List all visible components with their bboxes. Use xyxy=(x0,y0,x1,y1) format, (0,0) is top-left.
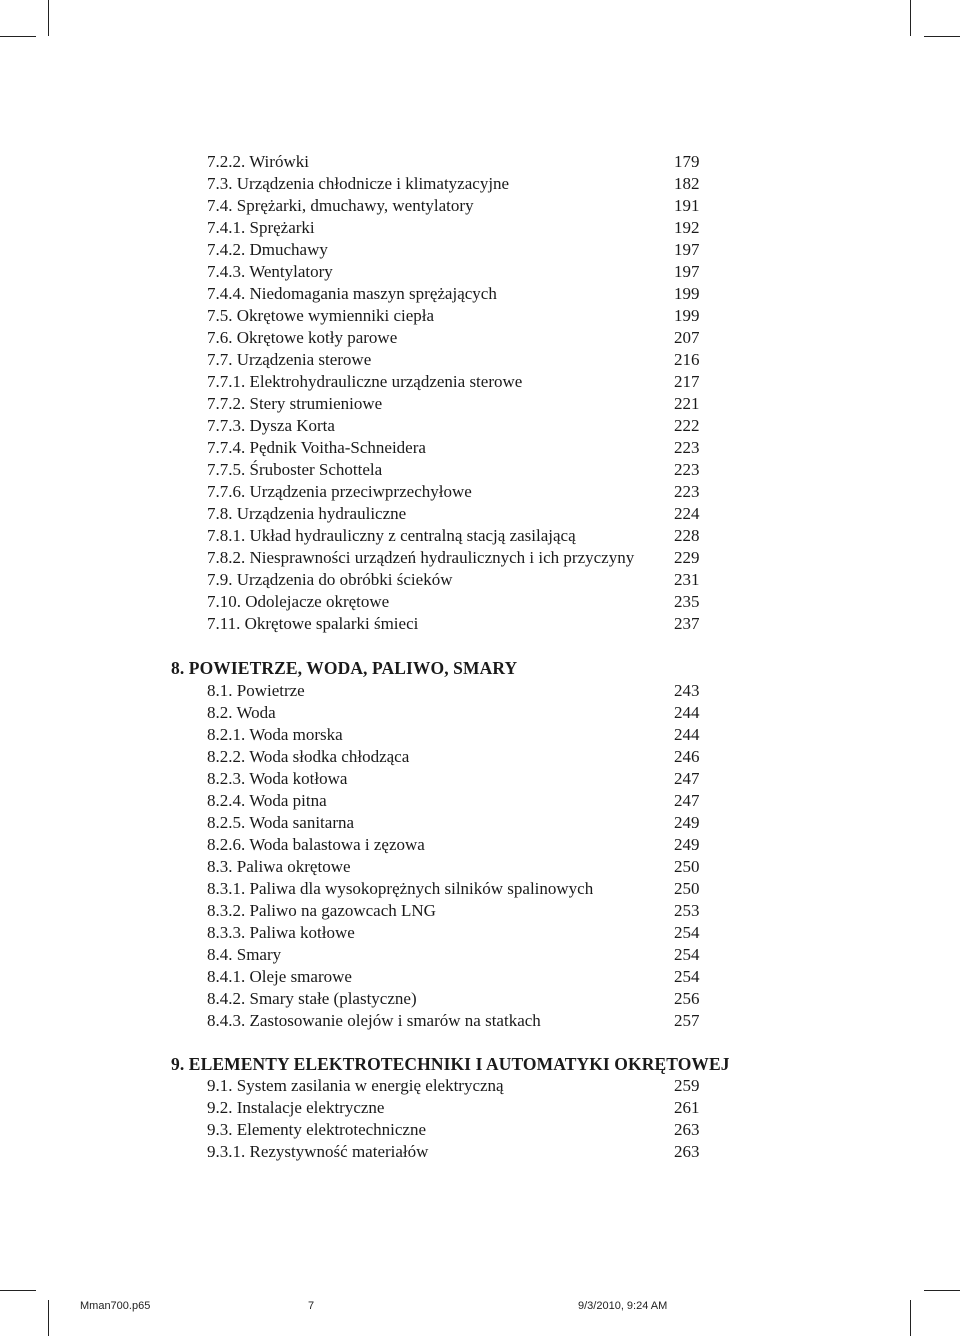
toc-entry-page: 179 xyxy=(674,152,700,171)
toc-entry xyxy=(207,547,727,569)
toc-entry xyxy=(207,591,727,613)
toc-entry-title: 7.2.2. Wirówki xyxy=(207,152,309,171)
toc-entry xyxy=(207,327,727,349)
toc-entry-page: 229 xyxy=(674,548,700,567)
toc-entry xyxy=(207,283,727,305)
toc-entry-page: 199 xyxy=(674,284,700,303)
toc-entry-page: 223 xyxy=(674,482,700,501)
toc-entry-page: 197 xyxy=(674,262,700,281)
toc-entry-page: 254 xyxy=(674,967,700,986)
toc-entry xyxy=(207,525,727,547)
toc-entry-title: 7.9. Urządzenia do obróbki ścieków xyxy=(207,570,453,589)
toc-entry-page: 250 xyxy=(674,879,700,898)
toc-entry xyxy=(207,1141,727,1163)
toc-entry xyxy=(207,724,727,746)
toc-entry-page: 243 xyxy=(674,681,700,700)
toc-entry-title: 7.10. Odolejacze okrętowe xyxy=(207,592,390,611)
toc-entry xyxy=(207,878,727,900)
toc-entry xyxy=(207,393,727,415)
crop-mark xyxy=(48,1300,49,1336)
section-heading: 8. POWIETRZE, WODA, PALIWO, SMARY xyxy=(171,658,518,678)
toc-entry-page: 228 xyxy=(674,526,700,545)
toc-entry-title: 7.8.2. Niesprawności urządzeń hydraulicznych i ich przyczyny xyxy=(207,548,635,567)
toc-entry-page: 256 xyxy=(674,989,700,1008)
toc-entry-title: 8.4.3. Zastosowanie olejów i smarów na statkach xyxy=(207,1011,541,1030)
footer-filename: Mman700.p65 xyxy=(80,1300,151,1312)
crop-mark xyxy=(0,36,36,37)
toc-entry-page: 249 xyxy=(674,813,700,832)
toc-entry-page: 244 xyxy=(674,725,700,744)
toc-entry-page: 237 xyxy=(674,614,700,633)
toc-entry-title: 8.2. Woda xyxy=(207,703,276,722)
toc-entry-page: 217 xyxy=(674,372,700,391)
crop-mark xyxy=(0,1290,36,1291)
toc-entry xyxy=(207,1097,727,1119)
toc-entry xyxy=(207,768,727,790)
toc-entry-title: 9.3. Elementy elektrotechniczne xyxy=(207,1120,427,1139)
toc-entry-title: 8.4.1. Oleje smarowe xyxy=(207,967,352,986)
toc-entry-title: 8.2.5. Woda sanitarna xyxy=(207,813,355,832)
toc-entry-title: 7.8. Urządzenia hydrauliczne xyxy=(207,504,407,523)
toc-entry-page: 191 xyxy=(674,196,700,215)
toc-entry-page: 235 xyxy=(674,592,700,611)
toc-entry xyxy=(207,503,727,525)
toc-entry xyxy=(207,812,727,834)
toc-entry-title: 7.4.4. Niedomagania maszyn sprężających xyxy=(207,284,497,303)
section-heading: 9. ELEMENTY ELEKTROTECHNIKI I AUTOMATYKI OKRĘTOWEJ xyxy=(171,1054,730,1074)
toc-entry xyxy=(207,613,727,635)
toc-entry-title: 8.2.6. Woda balastowa i zęzowa xyxy=(207,835,425,854)
toc-entry-page: 254 xyxy=(674,923,700,942)
toc-entry xyxy=(207,680,727,702)
toc-entry-page: 192 xyxy=(674,218,700,237)
toc-entry xyxy=(207,151,727,173)
toc-entry-title: 7.4.1. Sprężarki xyxy=(207,218,315,237)
toc-entry xyxy=(207,900,727,922)
toc-entry xyxy=(207,856,727,878)
toc-entry-title: 8.2.2. Woda słodka chłodząca xyxy=(207,747,410,766)
toc-entry-page: 263 xyxy=(674,1142,700,1161)
toc-entry-page: 246 xyxy=(674,747,700,766)
toc-entry-title: 7.6. Okrętowe kotły parowe xyxy=(207,328,398,347)
toc-entry-title: 7.4. Sprężarki, dmuchawy, wentylatory xyxy=(207,196,474,215)
toc-entry xyxy=(207,459,727,481)
toc-entry xyxy=(207,239,727,261)
toc-entry-page: 254 xyxy=(674,945,700,964)
toc-entry-title: 8.4.2. Smary stałe (plastyczne) xyxy=(207,989,417,1008)
toc-entry xyxy=(207,988,727,1010)
crop-mark xyxy=(48,0,49,36)
toc-entry xyxy=(207,261,727,283)
toc-entry xyxy=(207,371,727,393)
toc-entry xyxy=(207,790,727,812)
toc-entry xyxy=(207,702,727,724)
toc-entry-page: 199 xyxy=(674,306,700,325)
toc-entry-page: 221 xyxy=(674,394,700,413)
toc-entry-title: 7.4.3. Wentylatory xyxy=(207,262,333,281)
toc-entry-title: 9.1. System zasilania w energię elektryczną xyxy=(207,1076,504,1095)
toc-entry-page: 263 xyxy=(674,1120,700,1139)
toc-entry-title: 7.7.4. Pędnik Voitha-Schneidera xyxy=(207,438,426,457)
crop-mark xyxy=(924,1290,960,1291)
toc-entry xyxy=(207,437,727,459)
toc-entry-page: 197 xyxy=(674,240,700,259)
toc-entry-title: 8.1. Powietrze xyxy=(207,681,305,700)
toc-entry-title: 7.7.1. Elektrohydrauliczne urządzenia sterowe xyxy=(207,372,523,391)
toc-entry xyxy=(207,922,727,944)
toc-entry xyxy=(207,305,727,327)
toc-entry xyxy=(207,1075,727,1097)
toc-entry-title: 7.7.6. Urządzenia przeciwprzechyłowe xyxy=(207,482,472,501)
toc-entry-page: 231 xyxy=(674,570,700,589)
footer-timestamp: 9/3/2010, 9:24 AM xyxy=(578,1300,668,1312)
toc-entry-title: 8.3.1. Paliwa dla wysokoprężnych silników spalinowych xyxy=(207,879,594,898)
toc-entry-page: 253 xyxy=(674,901,700,920)
toc-entry-title: 7.11. Okrętowe spalarki śmieci xyxy=(207,614,419,633)
toc-entry xyxy=(207,349,727,371)
toc-entry xyxy=(207,569,727,591)
toc-entry-title: 7.7.3. Dysza Korta xyxy=(207,416,335,435)
toc-entry-title: 7.7.2. Stery strumieniowe xyxy=(207,394,383,413)
toc-entry xyxy=(207,966,727,988)
toc-entry xyxy=(207,415,727,437)
toc-entry-page: 257 xyxy=(674,1011,700,1030)
toc-entry xyxy=(207,944,727,966)
toc-entry xyxy=(207,481,727,503)
toc-entry-page: 182 xyxy=(674,174,700,193)
toc-entry-title: 7.8.1. Układ hydrauliczny z centralną stacją zasilającą xyxy=(207,526,576,545)
toc-entry-page: 222 xyxy=(674,416,700,435)
toc-entry xyxy=(207,1010,727,1032)
footer-page-number: 7 xyxy=(308,1300,315,1312)
toc-entry-title: 7.7. Urządzenia sterowe xyxy=(207,350,372,369)
toc-entry-title: 8.4. Smary xyxy=(207,945,282,964)
toc-entry xyxy=(207,746,727,768)
toc-entry-page: 261 xyxy=(674,1098,700,1117)
toc-entry-page: 216 xyxy=(674,350,700,369)
crop-mark xyxy=(924,36,960,37)
toc-entry-page: 207 xyxy=(674,328,700,347)
toc-entry-title: 8.3.3. Paliwa kotłowe xyxy=(207,923,355,942)
toc-entry-page: 223 xyxy=(674,438,700,457)
toc-entry-title: 9.3.1. Rezystywność materiałów xyxy=(207,1142,429,1161)
toc-entry xyxy=(207,173,727,195)
toc-entry-page: 249 xyxy=(674,835,700,854)
toc-entry-page: 244 xyxy=(674,703,700,722)
toc-entry-page: 223 xyxy=(674,460,700,479)
toc-entry-title: 8.2.4. Woda pitna xyxy=(207,791,327,810)
toc-entry-title: 8.3. Paliwa okrętowe xyxy=(207,857,351,876)
toc-entry-title: 7.7.5. Śruboster Schottela xyxy=(207,460,383,479)
toc-entry-title: 8.2.1. Woda morska xyxy=(207,725,343,744)
toc-entry xyxy=(207,217,727,239)
toc-entry-title: 7.5. Okrętowe wymienniki ciepła xyxy=(207,306,435,325)
toc-entry xyxy=(207,834,727,856)
toc-entry-page: 247 xyxy=(674,769,700,788)
toc-entry-page: 250 xyxy=(674,857,700,876)
crop-mark xyxy=(910,1300,911,1336)
toc-entry-page: 247 xyxy=(674,791,700,810)
toc-entry-title: 9.2. Instalacje elektryczne xyxy=(207,1098,385,1117)
toc-entry xyxy=(207,1119,727,1141)
toc-entry-page: 259 xyxy=(674,1076,700,1095)
toc-entry-title: 8.2.3. Woda kotłowa xyxy=(207,769,348,788)
toc-entry-title: 7.3. Urządzenia chłodnicze i klimatyzacyjne xyxy=(207,174,510,193)
toc-entry xyxy=(207,195,727,217)
toc-entry-page: 224 xyxy=(674,504,700,523)
toc-entry-title: 8.3.2. Paliwo na gazowcach LNG xyxy=(207,901,436,920)
toc-entry-title: 7.4.2. Dmuchawy xyxy=(207,240,328,259)
crop-mark xyxy=(910,0,911,36)
